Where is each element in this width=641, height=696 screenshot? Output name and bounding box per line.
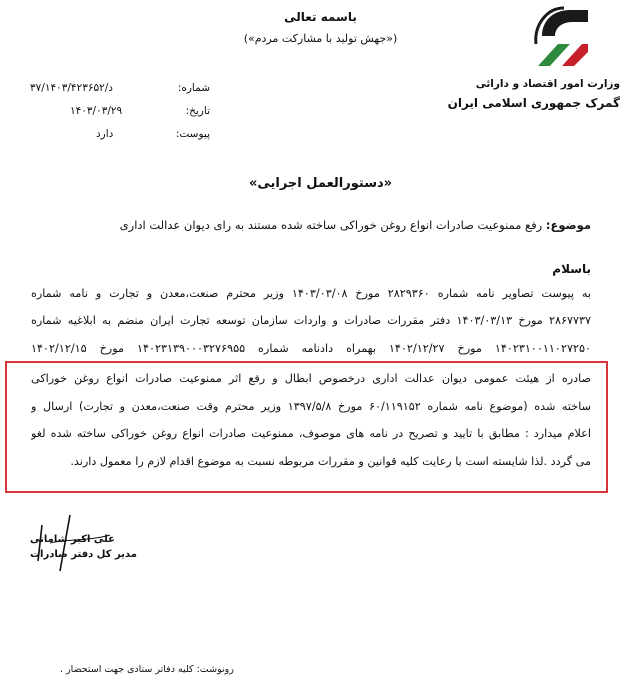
body-line: اعلام میدارد : مطابق با تایید و تصریح در نامه های موصوف، ممنوعیت صادرات انواع روغن خوراکی ساخته شده لغو [31,427,591,440]
organization-name: گمرک جمهوری اسلامی ایران [447,96,620,110]
date-value: ۱۴۰۳/۰۳/۲۹ [70,105,123,117]
signatory-title: مدیر کل دفتر صادرات [30,549,137,560]
body-line: صادره از هیئت عمومی دیوان عدالت اداری درخصوص ابطال و رفع اثر ممنوعیت صادرات انواع روغن خوراکی [31,372,591,385]
meta-date [30,105,210,119]
document-title: «دستورالعمل اجرایی» [248,176,393,191]
meta-number [30,82,210,96]
number-value: ۳۷/۱۴۰۳/۴۲۳۶۵۲/د [30,82,113,94]
slogan-line: («جهش تولید با مشارکت مردم») [243,32,398,45]
customs-logo-icon [528,6,598,68]
attachment-value: دارد [96,128,114,140]
body-line: ساخته شده (موضوع نامه شماره ۶۰/۱۱۹۱۵۲ مورخ ۱۳۹۷/۵/۸ وزیر محترم وقت صنعت،معدن و تجارت) ارسال و [31,400,591,413]
body-line: می گردد .لذا شایسته است با رعایت کلیه قوانین و مقررات مربوطه نسبت به موضوع اقدام لازم را معمول دارند. [70,455,591,468]
meta-attachment [30,128,210,142]
attachment-label: پیوست: [175,128,210,140]
ministry-name: وزارت امور اقتصاد و دارائی [475,78,620,90]
basmala-heading: باسمه تعالی [284,10,357,24]
body-line: ۲۸۶۷۷۳۷ مورخ ۱۴۰۳/۰۳/۱۳ دفتر مقررات صادرات و واردات سازمان توسعه تجارت ایران منضم به ابلاغیه شماره [31,314,591,327]
number-label: شماره: [177,82,210,94]
signatory-name: علی اکبر شامانی [30,534,115,545]
subject-label: موضوع: [545,218,591,232]
highlight-box [5,361,608,493]
date-label: تاریخ: [185,105,210,117]
greeting: باسلام [552,262,591,276]
subject-line [31,218,591,232]
carbon-copy-note: رونوشت: کلیه دفاتر ستادی جهت استحضار . [60,664,234,675]
body-line: به پیوست تصاویر نامه شماره ۲۸۲۹۳۶۰ مورخ ۱۴۰۳/۰۳/۰۸ وزیر محترم صنعت،معدن و تجارت و نامه شماره [31,287,591,300]
body-line: ۱۴۰۲۳۱۰۰۱۱۰۲۷۲۵۰ مورخ ۱۴۰۲/۱۲/۲۷ بهمراه دادنامه شماره ۱۴۰۲۳۱۳۹۰۰۰۳۲۷۶۹۵۵ مورخ ۱۴۰۲/۱۲/۱۵ [31,342,591,355]
subject-text: رفع ممنوعیت صادرات انواع روغن خوراکی ساخته شده مستند به رای دیوان عدالت اداری [119,218,543,232]
